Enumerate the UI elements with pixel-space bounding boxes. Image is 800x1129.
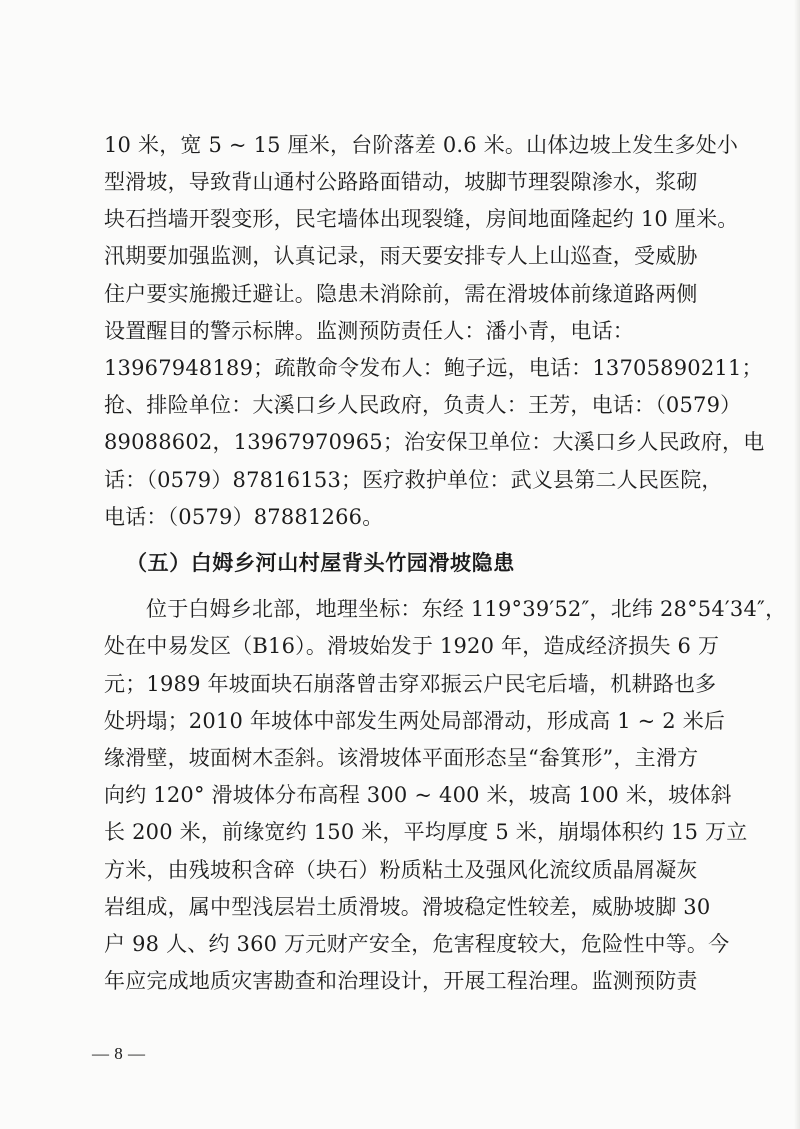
body-line: 方米，由残坡积含碎（块石）粉质粘土及强风化流纹质晶屑凝灰: [104, 858, 698, 882]
body-line: 89088602，13967970965；治安保卫单位：大溪口乡人民政府，电: [104, 430, 765, 454]
page-number: — 8 —: [92, 1044, 146, 1063]
body-line: 汛期要加强监测，认真记录，雨天要安排专人上山巡查，受威胁: [104, 244, 698, 268]
body-line: 年应完成地质灾害勘查和治理设计，开展工程治理。监测预防责: [104, 969, 698, 993]
body-line: 电话：（0579）87881266。: [104, 505, 384, 529]
body-line: 13967948189；疏散命令发布人：鲍子远，电话：13705890211；: [104, 356, 763, 380]
body-line: 岩组成，属中型浅层岩土质滑坡。滑坡稳定性较差，威胁坡脚 30: [104, 895, 711, 919]
body-line: 话：（0579）87816153；医疗救护单位：武义县第二人民医院，: [104, 468, 723, 492]
body-line: 处在中易发区（B16）。滑坡始发于 1920 年，造成经济损失 6 万: [104, 634, 720, 658]
section-heading: （五）白姆乡河山村屋背头竹园滑坡隐患: [126, 551, 515, 575]
scan-edge-shadow: [794, 0, 800, 1129]
body-line: 向约 120° 滑坡体分布高程 300 ~ 400 米，坡高 100 米，坡体斜: [104, 783, 732, 807]
body-line: 户 98 人、约 360 万元财产安全，危害程度较大，危险性中等。今: [104, 932, 730, 956]
body-line: 处坍塌；2010 年坡体中部发生两处局部滑动，形成高 1 ~ 2 米后: [104, 709, 726, 733]
body-line: 住户要实施搬迁避让。隐患未消除前，需在滑坡体前缘道路两侧: [104, 282, 698, 306]
body-line: 设置醒目的警示标牌。监测预防责任人：潘小青，电话：: [104, 319, 634, 343]
body-line: 位于白姆乡北部，地理坐标：东经 119°39′52″，北纬 28°54′34″，: [146, 597, 787, 621]
body-line: 块石挡墙开裂变形，民宅墙体出现裂缝，房间地面隆起约 10 厘米。: [104, 207, 739, 231]
body-line: 型滑坡，导致背山通村公路路面错动，坡脚节理裂隙渗水，浆砌: [104, 170, 698, 194]
body-line: 长 200 米，前缘宽约 150 米，平均厚度 5 米，崩塌体积约 15 万立: [104, 820, 748, 844]
body-line: 缘滑壁，坡面树木歪斜。该滑坡体平面形态呈“畚箕形”，主滑方: [104, 746, 699, 770]
body-line: 10 米，宽 5 ~ 15 厘米，台阶落差 0.6 米。山体边坡上发生多处小: [104, 133, 739, 157]
body-line: 元；1989 年坡面块石崩落曾击穿邓振云户民宅后墙，机耕路也多: [104, 672, 717, 696]
body-line: 抢、排险单位：大溪口乡人民政府，负责人：王芳，电话：（0579）: [104, 393, 742, 417]
